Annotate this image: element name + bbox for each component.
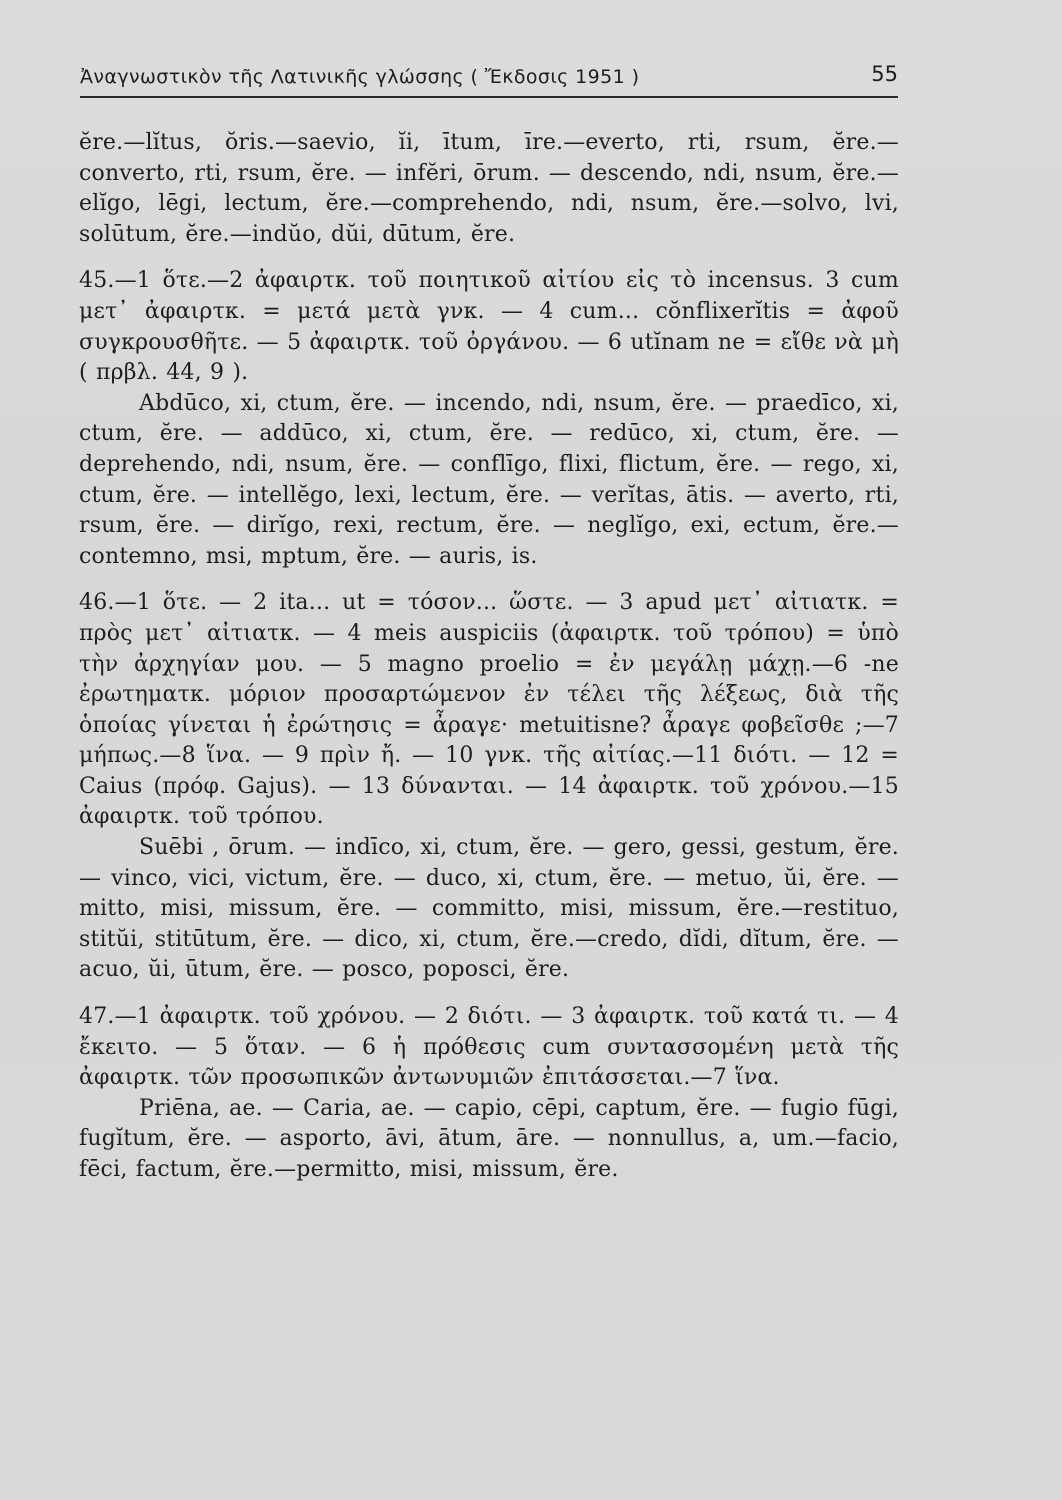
- paragraph-gap: [79, 986, 899, 1002]
- notes-section-46: 46.—1 ὅτε. — 2 ita... ut = τόσον... ὥστε. — 3 apud μετ᾽ αἰτιατκ. = πρὸς μετ᾽ αἰτιατκ. — 4 meis auspiciis (ἀφαιρτκ. τοῦ τρόπου) = ὑπὸ τὴν ἀρχηγίαν μου. — 5 magno proelio = ἐν μεγάλῃ μάχῃ.—6 -ne ἐρωτηματκ. μόριον προσαρτώμενον ἐν τέλει τῆς λέξεως, διὰ τῆς ὁποίας γίνεται ἡ ἐρώτησις = ἆραγε· metuitisne? ἆραγε φοβεῖσθε ;—7 μήπως.—8 ἵνα. — 9 πρὶν ἤ. — 10 γνκ. τῆς αἰτίας.—11 διότι. — 12 = Caius (πρόφ. Gajus). — 13 δύνανται. — 14 ἀφαιρτκ. τοῦ χρόνου.—15 ἀφαιρτκ. τοῦ τρόπου.: [79, 590, 899, 830]
- vocabulary-section-46: Suēbi , ōrum. — indīco, xi, ctum, ĕre. — gero, gessi, gestum, ĕre. — vinco, vici, victum, ĕre. — duco, xi, ctum, ĕre. — metuo, ŭi, ĕre. — mitto, misi, missum, ĕre. — committo, misi, missum, ĕre.—restituo, stitŭi, stitūtum, ĕre. — dico, xi, ctum, ĕre.—credo, dĭdi, dĭtum, ĕre. — acuo, ŭi, ūtum, ĕre. — posco, poposci, ĕre.: [79, 835, 899, 983]
- page-body: [79, 128, 899, 1186]
- paragraph-gap: [79, 250, 899, 266]
- header-title: Ἀναγνωστικὸν τῆς Λατινικῆς γλώσσης ( Ἔκδοσις 1951 ): [80, 66, 640, 88]
- paragraph-gap: [79, 572, 899, 588]
- vocabulary-section-47: Priēna, ae. — Caria, ae. — capio, cēpi, captum, ĕre. — fugio fūgi, fugĭtum, ĕre. — asporto, āvi, ātum, āre. — nonnullus, a, um.—facio, fēci, factum, ĕre.—permitto, misi, missum, ĕre.: [79, 1095, 899, 1182]
- page-number: 55: [871, 62, 898, 86]
- paragraph-vocabulary-44: ĕre.—lĭtus, ŏris.—saevio, ĭi, ītum, īre.—everto, rti, rsum, ĕre.—converto, rti, rsum, ĕre. — infĕri, ōrum. — descendo, ndi, nsum, ĕre.—elĭgo, lēgi, lectum, ĕre.—comprehendo, ndi, nsum, ĕre.—solvo, lvi, solūtum, ĕre.—indŭo, dŭi, dūtum, ĕre.: [79, 130, 899, 247]
- notes-section-47: 47.—1 ἀφαιρτκ. τοῦ χρόνου. — 2 διότι. — 3 ἀφαιρτκ. τοῦ κατά τι. — 4 ἔκειτο. — 5 ὅταν. — 6 ἡ πρόθεσις cum συντασσομένη μετὰ τῆς ἀφαιρτκ. τῶν προσωπικῶν ἀντωνυμιῶν ἐπιτάσσεται.—7 ἵνα.: [79, 1004, 899, 1091]
- vocabulary-section-45: Abdūco, xi, ctum, ĕre. — incendo, ndi, nsum, ĕre. — praedīco, xi, ctum, ĕre. — addūco, xi, ctum, ĕre. — redūco, xi, ctum, ĕre. — deprehendo, ndi, nsum, ĕre. — conflīgo, flixi, flictum, ĕre. — rego, xi, ctum, ĕre. — intellĕgo, lexi, lectum, ĕre. — verĭtas, ātis. — averto, rti, rsum, ĕre. — dirĭgo, rexi, rectum, ĕre. — neglĭgo, exi, ectum, ĕre.—contemno, msi, mptum, ĕre. — auris, is.: [79, 390, 899, 569]
- running-header: [80, 60, 898, 98]
- notes-section-45: 45.—1 ὅτε.—2 ἀφαιρτκ. τοῦ ποιητικοῦ αἰτίου εἰς τὸ incensus. 3 cum μετ᾽ ἀφαιρτκ. = μετά μετὰ γνκ. — 4 cum... cŏnflixerĭtis = ἀφοῦ συγκρουσθῆτε. — 5 ἀφαιρτκ. τοῦ ὀργάνου. — 6 utĭnam ne = εἴθε νὰ μὴ ( πρβλ. 44, 9 ).: [79, 268, 899, 386]
